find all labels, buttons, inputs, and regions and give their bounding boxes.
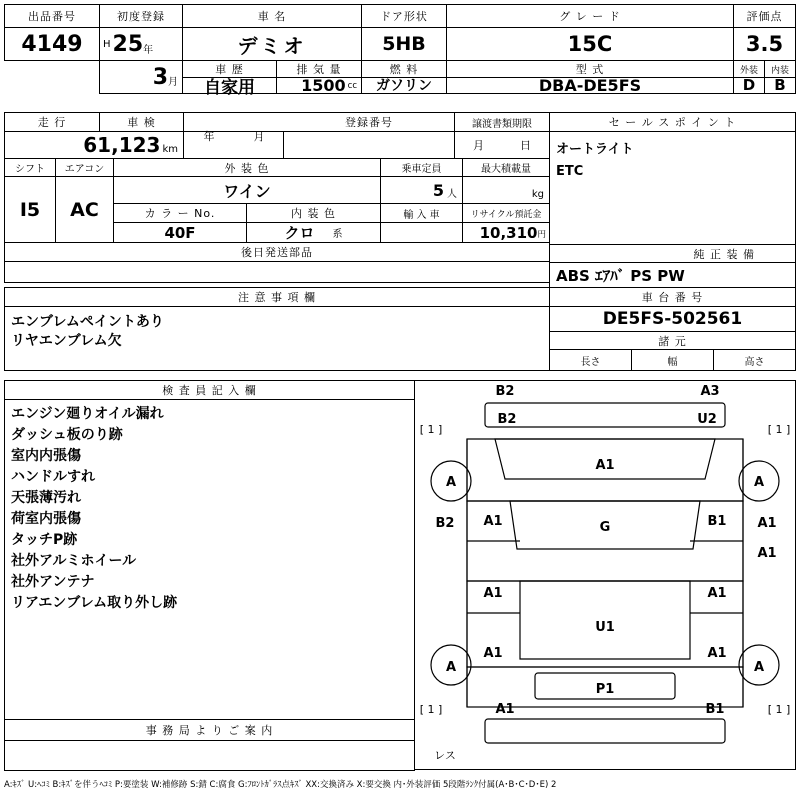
mark-lower-right: A1 bbox=[707, 646, 727, 661]
mark-bottom-right: B1 bbox=[705, 702, 725, 717]
mark-bottom-left: A1 bbox=[495, 702, 515, 717]
later-parts-label: 後日発送部品 bbox=[241, 246, 313, 259]
recycle-label: リサイクル預託金 bbox=[470, 209, 542, 220]
max-load-label-cell bbox=[462, 158, 550, 177]
fuel-value-cell bbox=[361, 77, 447, 94]
reg-number-label-cell bbox=[183, 112, 455, 132]
equipment-title-cell bbox=[549, 244, 796, 263]
chassis-value: DE5FS-502561 bbox=[602, 309, 743, 329]
dim-width-label: 幅 bbox=[667, 356, 678, 368]
mark-left-door-upper: A1 bbox=[483, 514, 503, 529]
shift-label-cell bbox=[4, 158, 56, 177]
grade-label-cell bbox=[446, 4, 734, 28]
transfer-label-cell bbox=[454, 112, 550, 132]
first-reg-month: 3 bbox=[152, 64, 168, 90]
mark-hood-center: A1 bbox=[595, 458, 615, 473]
sales-point-item-0: オートライト bbox=[556, 142, 634, 157]
first-reg-year: 25 bbox=[112, 31, 144, 57]
exterior-grade-label: 外装 bbox=[739, 65, 758, 76]
score-value: 3.5 bbox=[745, 32, 784, 56]
exterior-color-value: ワイン bbox=[223, 181, 271, 201]
notes-item-0: エンブレムペイントあり bbox=[11, 314, 164, 330]
office-body bbox=[4, 740, 415, 771]
max-load-unit: kg bbox=[531, 189, 544, 200]
recycle-label-cell bbox=[462, 203, 550, 223]
color-no-value-cell bbox=[113, 222, 247, 243]
dimensions-title: 諸 元 bbox=[658, 334, 687, 348]
notes-item-1: リヤエンブレム欠 bbox=[11, 333, 122, 349]
displacement-unit: cc bbox=[347, 81, 357, 91]
notes-title-cell bbox=[4, 287, 550, 307]
history-value: 自家用 bbox=[204, 77, 255, 98]
sales-point-body bbox=[549, 131, 796, 245]
capacity-label: 乗車定員 bbox=[401, 164, 442, 175]
mark-wheel-fl: A bbox=[445, 475, 457, 490]
door-value: 5HB bbox=[382, 33, 426, 55]
displacement-value-cell bbox=[276, 77, 362, 94]
mark-right-edge-lower: A1 bbox=[757, 546, 777, 561]
history-label: 車 歴 bbox=[215, 63, 244, 76]
bracket-top-right: [ 1 ] bbox=[767, 423, 791, 436]
interior-color-value: クロ bbox=[284, 224, 315, 242]
dim-length-cell bbox=[549, 349, 632, 371]
mark-center: U1 bbox=[595, 620, 615, 635]
lot-number-value: 4149 bbox=[21, 31, 83, 57]
history-value-cell bbox=[182, 77, 277, 98]
import-label-cell bbox=[380, 203, 463, 223]
inspection-item-9: リアエンブレム取り外し跡 bbox=[11, 595, 178, 611]
transfer-month-unit: 月 bbox=[473, 139, 484, 152]
fuel-value: ガソリン bbox=[376, 78, 432, 94]
transfer-label: 譲渡書類期限 bbox=[472, 118, 532, 130]
dim-height-cell bbox=[713, 349, 796, 371]
inspection-label: 車 検 bbox=[127, 116, 156, 129]
bracket-bottom-left: [ 1 ] bbox=[419, 703, 443, 716]
capacity-label-cell bbox=[380, 158, 463, 177]
model-value-cell bbox=[446, 77, 734, 94]
sales-point-item-1: ETC bbox=[556, 164, 584, 179]
inspection-item-1: ダッシュ板のり跡 bbox=[11, 427, 123, 443]
transfer-day-unit: 日 bbox=[520, 139, 531, 152]
car-name-value-cell bbox=[182, 27, 362, 61]
mark-wheel-rr: A bbox=[753, 660, 765, 675]
interior-color-value-cell bbox=[246, 222, 381, 243]
notes-title: 注 意 事 項 欄 bbox=[238, 291, 316, 304]
later-parts-label-cell bbox=[4, 242, 550, 262]
mark-top-right: A3 bbox=[700, 384, 720, 399]
grade-value-cell bbox=[446, 27, 734, 61]
legend-text: A:ｷｽﾞ U:ﾍｺﾐ B:ｷｽﾞを伴うﾍｺﾐ P:要塗装 W:補修跡 S:錆 C:腐食 G:ﾌﾛﾝﾄｶﾞﾗｽ点ｷｽﾞ XX:交換済み X:要交換 内･外装評価 5段階ﾗﾝｸ付属(A･B･C･D･E) 2 bbox=[4, 780, 557, 790]
inspection-label-cell bbox=[99, 112, 184, 132]
inspection-item-6: タッチP跡 bbox=[11, 532, 78, 548]
transfer-value-cell bbox=[454, 131, 550, 159]
reg-number-value bbox=[284, 132, 454, 158]
grade-value: 15C bbox=[567, 32, 613, 56]
mark-upper-left-inner: B2 bbox=[497, 412, 517, 427]
max-load-value-cell bbox=[462, 176, 550, 204]
score-value-cell bbox=[733, 27, 796, 61]
model-label: 型 式 bbox=[575, 63, 605, 76]
exterior-grade-value: D bbox=[742, 76, 756, 94]
inspection-year-unit: 年 bbox=[203, 129, 215, 143]
inspection-item-8: 社外アンテナ bbox=[11, 574, 95, 590]
inspection-item-5: 荷室内張傷 bbox=[11, 511, 81, 527]
later-parts-value bbox=[5, 262, 549, 282]
first-reg-label-cell bbox=[99, 4, 183, 28]
chassis-title: 車 台 番 号 bbox=[641, 291, 704, 304]
score-label: 評価点 bbox=[746, 10, 783, 23]
mark-top-left: B2 bbox=[495, 384, 515, 399]
first-reg-month-cell bbox=[99, 60, 183, 94]
equipment-value: ABS ｴｱﾊﾞ PS PW bbox=[556, 266, 685, 285]
mileage-label: 走 行 bbox=[37, 116, 67, 129]
vehicle-damage-diagram bbox=[414, 380, 796, 770]
inspection-notes-title-cell bbox=[4, 380, 415, 400]
interior-grade-value: B bbox=[774, 76, 786, 94]
chassis-title-cell bbox=[549, 287, 796, 307]
displacement-label: 排 気 量 bbox=[296, 63, 342, 76]
dim-length-label: 長さ bbox=[580, 356, 601, 368]
inspection-notes-title: 検 査 員 記 入 欄 bbox=[162, 384, 257, 397]
mark-right-edge-upper: A1 bbox=[757, 516, 777, 531]
door-label-cell bbox=[361, 4, 447, 28]
score-label-cell bbox=[733, 4, 796, 28]
door-label: ドア形状 bbox=[380, 10, 428, 23]
interior-grade-value-cell bbox=[764, 77, 796, 94]
door-value-cell bbox=[361, 27, 447, 61]
shift-value: I5 bbox=[19, 198, 41, 221]
import-value-cell bbox=[380, 222, 463, 243]
color-no-label-cell bbox=[113, 203, 247, 223]
inspection-item-3: ハンドルすれ bbox=[11, 469, 95, 485]
inspection-month-unit: 月 bbox=[253, 129, 265, 143]
recycle-unit: 円 bbox=[537, 230, 546, 240]
interior-color-label-cell bbox=[246, 203, 381, 223]
first-reg-label: 初度登録 bbox=[117, 10, 165, 23]
interior-color-label: 内 装 色 bbox=[291, 207, 336, 220]
dimensions-title-cell bbox=[549, 331, 796, 350]
reg-number-value-cell bbox=[283, 131, 455, 159]
res-label: レス bbox=[434, 749, 456, 762]
dim-width-cell bbox=[631, 349, 714, 371]
mileage-label-cell bbox=[4, 112, 100, 132]
max-load-label: 最大積載量 bbox=[481, 164, 531, 175]
office-title: 事 務 局 よ り ご 案 内 bbox=[145, 724, 274, 737]
mark-wheel-fr: A bbox=[753, 475, 765, 490]
exterior-color-label-cell bbox=[113, 158, 381, 177]
reg-number-label: 登録番号 bbox=[345, 116, 393, 129]
ac-value-cell bbox=[55, 176, 114, 243]
sales-point-title-cell bbox=[549, 112, 796, 132]
mark-wheel-rl: A bbox=[445, 660, 457, 675]
mileage-value: 61,123 bbox=[83, 133, 161, 157]
lot-number-label-cell bbox=[4, 4, 100, 28]
equipment-title: 純 正 装 備 bbox=[693, 247, 755, 261]
inspection-item-4: 天張薄汚れ bbox=[11, 490, 81, 506]
recycle-value-cell bbox=[462, 222, 550, 243]
sales-point-title: セ ー ル ス ポ イ ン ト bbox=[608, 116, 737, 129]
first-reg-month-unit: 月 bbox=[168, 77, 178, 88]
auction-sheet bbox=[4, 4, 796, 796]
shift-label: シフト bbox=[15, 164, 45, 175]
first-reg-era: H bbox=[103, 38, 111, 50]
color-no-value: 40F bbox=[164, 223, 196, 242]
chassis-value-cell bbox=[549, 306, 796, 332]
mark-rear-panel: P1 bbox=[595, 682, 615, 697]
capacity-unit: 人 bbox=[447, 189, 457, 200]
bracket-top-left: [ 1 ] bbox=[419, 423, 443, 436]
model-value: DBA-DE5FS bbox=[538, 75, 642, 95]
car-name-label-cell bbox=[182, 4, 362, 28]
inspection-item-0: エンジン廻りオイル漏れ bbox=[11, 406, 164, 422]
notes-body bbox=[4, 306, 550, 371]
mileage-unit: km bbox=[162, 144, 178, 155]
first-reg-year-unit: 年 bbox=[143, 45, 154, 56]
exterior-color-label: 外 装 色 bbox=[224, 161, 270, 175]
mark-right-door-upper: B1 bbox=[707, 514, 727, 529]
ac-value: AC bbox=[70, 198, 99, 221]
inspection-item-2: 室内内張傷 bbox=[11, 448, 81, 464]
car-name-label: 車 名 bbox=[257, 10, 287, 23]
bracket-bottom-right: [ 1 ] bbox=[767, 703, 791, 716]
mark-upper-right-inner: U2 bbox=[697, 412, 717, 427]
import-value bbox=[381, 223, 462, 242]
exterior-color-value-cell bbox=[113, 176, 381, 204]
recycle-value: 10,310 bbox=[479, 223, 538, 242]
equipment-value-cell bbox=[549, 262, 796, 288]
grade-label: グ レ ー ド bbox=[559, 10, 621, 23]
ac-label: エアコン bbox=[64, 164, 105, 175]
mark-roof: G bbox=[599, 520, 611, 535]
interior-color-suffix: 系 bbox=[332, 229, 343, 240]
legend-row bbox=[4, 776, 796, 790]
lot-number-value-cell bbox=[4, 27, 100, 61]
car-name-value: デミオ bbox=[237, 33, 307, 58]
displacement-value: 1500 bbox=[301, 75, 346, 95]
fuel-label: 燃 料 bbox=[389, 63, 419, 76]
lot-number-label: 出品番号 bbox=[28, 10, 76, 23]
inspection-item-7: 社外アルミホイール bbox=[11, 553, 137, 569]
shift-value-cell bbox=[4, 176, 56, 243]
first-reg-value-cell bbox=[99, 27, 183, 61]
import-label: 輸 入 車 bbox=[403, 209, 440, 221]
later-parts-value-cell bbox=[4, 261, 550, 283]
dim-height-label: 高さ bbox=[744, 356, 765, 368]
ac-label-cell bbox=[55, 158, 114, 177]
capacity-value: 5 bbox=[432, 180, 444, 200]
color-no-label: カ ラ ー No. bbox=[144, 207, 216, 220]
mark-lower-left: A1 bbox=[483, 646, 503, 661]
car-diagram-svg bbox=[415, 381, 795, 769]
mark-left-door-lower: A1 bbox=[483, 586, 503, 601]
mark-right-door-lower: A1 bbox=[707, 586, 727, 601]
office-title-cell bbox=[4, 719, 415, 741]
mileage-value-cell bbox=[4, 131, 184, 159]
interior-grade-label: 内装 bbox=[770, 65, 789, 76]
office-value bbox=[5, 741, 414, 770]
inspection-notes-body bbox=[4, 399, 415, 720]
exterior-grade-value-cell bbox=[733, 77, 765, 94]
mark-left-mid: B2 bbox=[435, 516, 455, 531]
capacity-value-cell bbox=[380, 176, 463, 204]
